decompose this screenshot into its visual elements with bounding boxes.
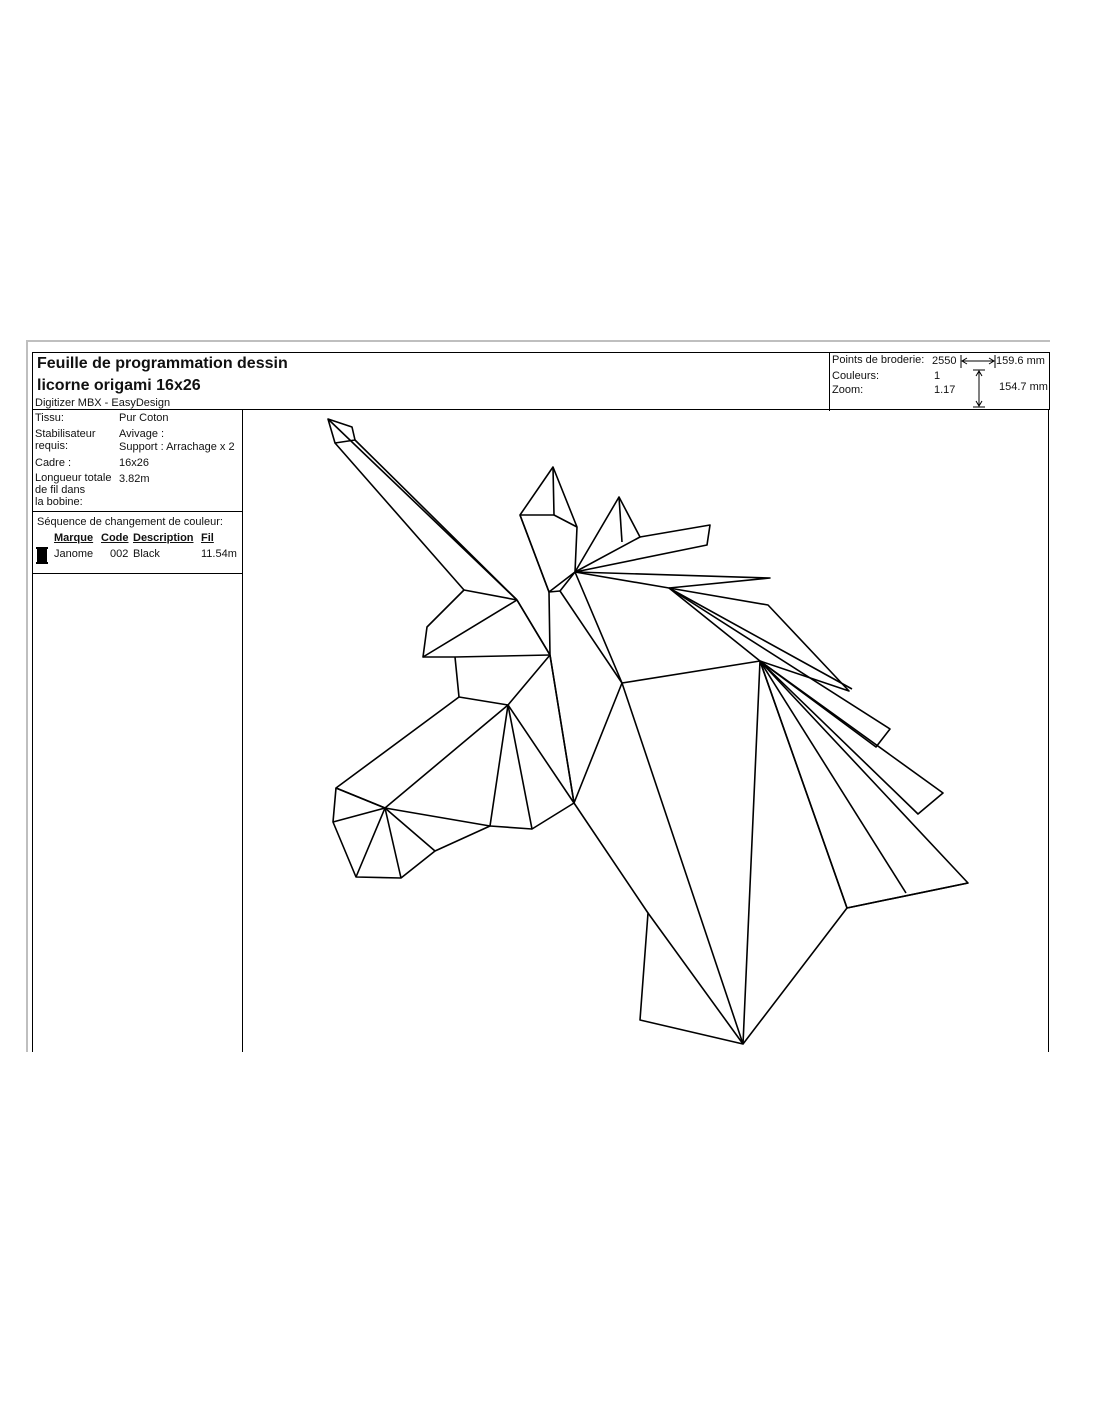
header-code: Code xyxy=(101,532,129,544)
zoom-label: Zoom: xyxy=(832,384,864,396)
thread-length-label-line1: Longueur totale xyxy=(35,472,112,484)
design-name: licorne origami 16x26 xyxy=(37,377,201,394)
software-name: Digitizer MBX - EasyDesign xyxy=(35,397,171,409)
row-code: 002 xyxy=(110,548,129,560)
colors-label: Couleurs: xyxy=(832,370,880,382)
unicorn-design xyxy=(243,410,1048,1052)
stabilizer-label-line1: Stabilisateur xyxy=(35,428,96,440)
stabilizer-value-line1: Avivage : xyxy=(119,428,165,440)
thread-length-label-line3: la bobine: xyxy=(35,496,83,508)
sheet-right-border xyxy=(1048,410,1049,1052)
thread-length-label-line2: de fil dans xyxy=(35,484,86,496)
header-description: Description xyxy=(133,532,194,544)
header-fil: Fil xyxy=(201,532,214,544)
header-marque: Marque xyxy=(54,532,94,544)
height-value: 154.7 mm xyxy=(999,381,1048,393)
thread-length-value: 3.82m xyxy=(119,473,150,485)
tissu-value: Pur Coton xyxy=(119,412,169,424)
zoom-value: 1.17 xyxy=(934,384,956,396)
frame-left-border xyxy=(26,340,28,1052)
width-value: 159.6 mm xyxy=(996,355,1045,367)
stabilizer-value-line2: Support : Arrachage x 2 xyxy=(119,441,235,453)
points-label: Points de broderie: xyxy=(832,354,925,366)
frame-label: Cadre : xyxy=(35,457,72,469)
sheet-title: Feuille de programmation dessin xyxy=(37,355,288,372)
frame-top-border xyxy=(26,340,1050,342)
info-panel xyxy=(32,410,243,1052)
color-sequence-title: Séquence de changement de couleur: xyxy=(37,516,223,528)
stats-panel xyxy=(829,353,1052,411)
row-fil: 11.54m xyxy=(201,548,237,560)
frame-value: 16x26 xyxy=(119,457,149,469)
tissu-label: Tissu: xyxy=(35,412,64,424)
section-divider xyxy=(33,511,242,512)
programming-sheet xyxy=(26,340,1050,1052)
points-value: 2550 xyxy=(932,355,957,367)
row-description: Black xyxy=(133,548,160,560)
header-box xyxy=(32,352,1050,410)
thread-spool-icon xyxy=(36,547,48,564)
dimension-arrows xyxy=(958,353,998,411)
row-divider xyxy=(33,573,242,574)
colors-value: 1 xyxy=(934,370,941,382)
stabilizer-label-line2: requis: xyxy=(35,440,69,452)
row-marque: Janome xyxy=(54,548,94,560)
